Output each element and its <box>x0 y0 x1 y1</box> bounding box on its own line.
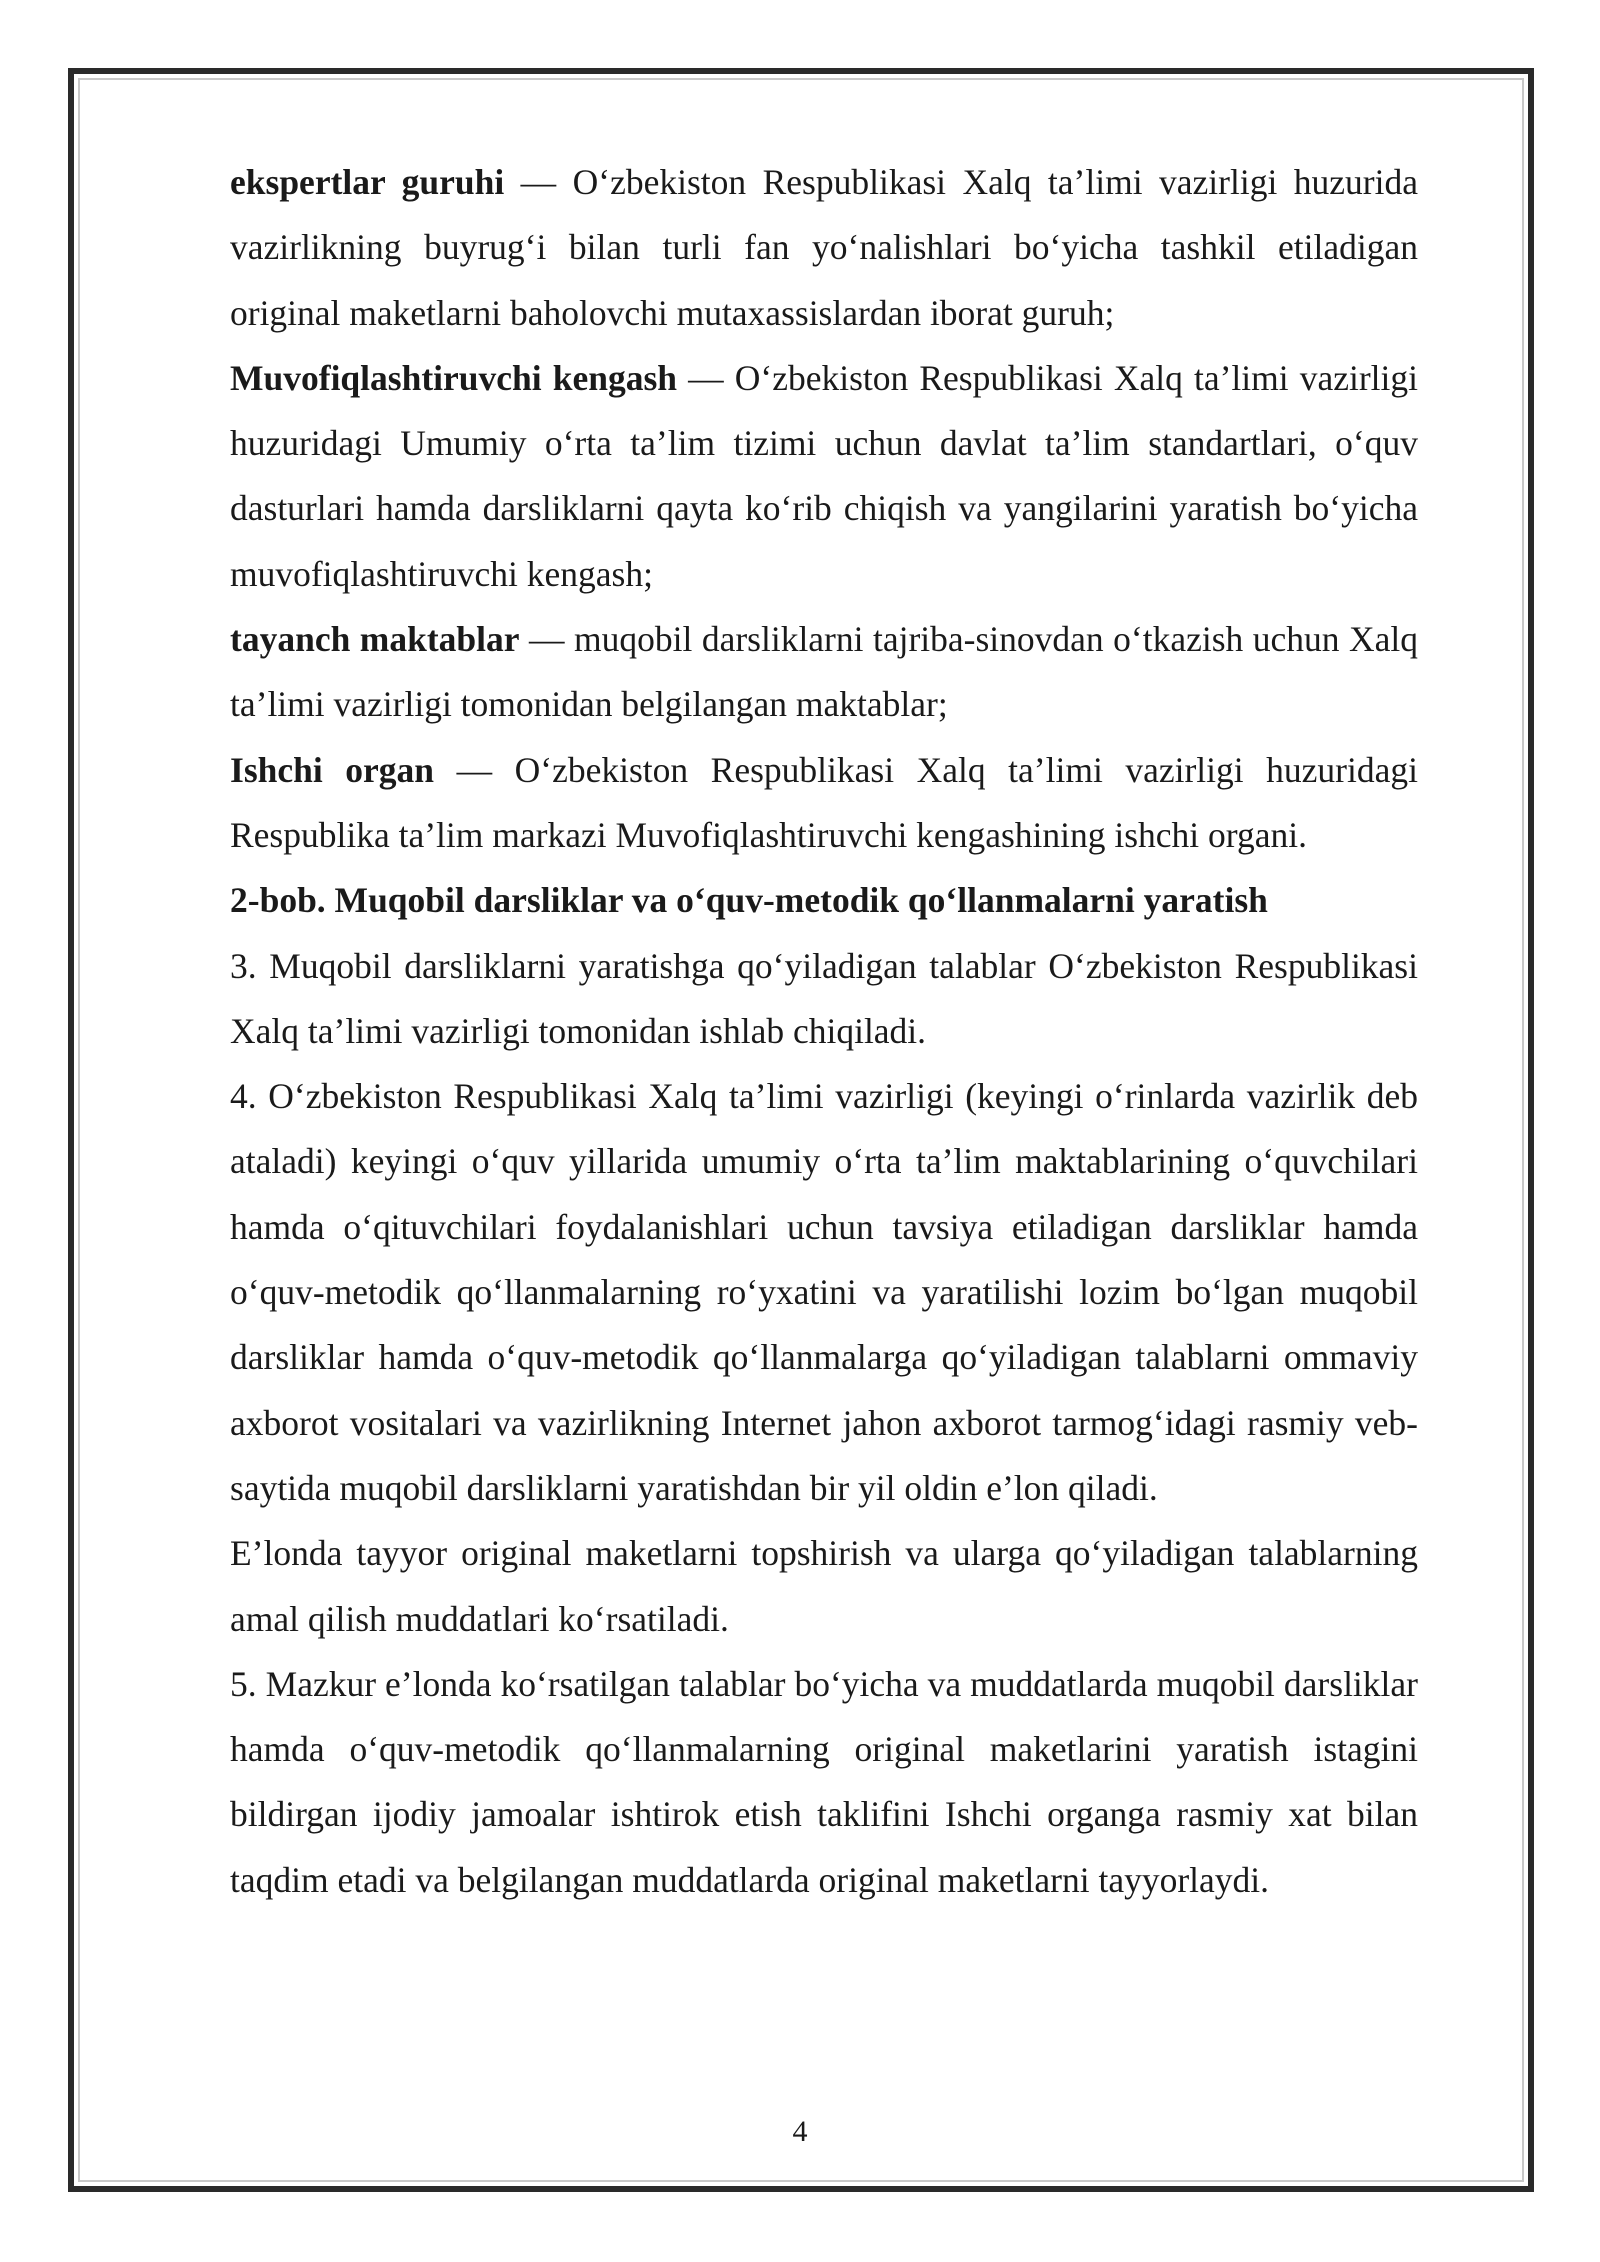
definition-text: — muqobil darsliklarni tajriba-sinovdan o‘tkazish uchun Xalq ta’limi vazirligi tomonidan belgilangan maktablar; <box>230 619 1418 725</box>
definition-term: Muvofiqlashtiruvchi kengash <box>230 357 678 398</box>
page-number: 4 <box>792 2115 808 2148</box>
paragraph-5: 5. Mazkur e’londa ko‘rsatilgan talablar bo‘yicha va muddatlarda muqobil darsliklar hamda o‘quv-metodik qo‘llanmalarning original maketlarini yaratish istagini bildirgan ijodiy jamoalar ishtirok etish taklifini Ishchi organga rasmiy xat bilan taqdim etadi va belgilangan muddatlarda original maketlarni tayyorlaydi. <box>230 1663 1418 1900</box>
chapter-heading: 2-bob. Muqobil darsliklar va o‘quv-metodik qo‘llanmalarni yaratish <box>230 880 1268 921</box>
definition-text: — O‘zbekiston Respublikasi Xalq ta’limi vazirligi huzurida vazirlikning buyrug‘i bilan turli fan yo‘nalishlari bo‘yicha tashkil etiladigan original maketlarni baholovchi mutaxassislardan iborat guruh; <box>230 162 1418 333</box>
paragraph-4-continuation: E’londa tayyor original maketlarni topshirish va ularga qo‘yiladigan talablarning amal qilish muddatlari ko‘rsatiladi. <box>230 1533 1418 1639</box>
definition-ekspertlar-guruhi <box>230 150 1418 346</box>
document-body <box>230 150 1418 1913</box>
definition-text: — O‘zbekiston Respublikasi Xalq ta’limi vazirligi huzuridagi Umumiy o‘rta ta’lim tizimi uchun davlat ta’lim standartlari, o‘quv dasturlari hamda darsliklarni qayta ko‘rib chiqish va yangilarini yaratish bo‘yicha muvofiqlashtiruvchi kengash; <box>230 357 1418 594</box>
definition-tayanch-maktablar <box>230 607 1418 738</box>
definition-ishchi-organ <box>230 738 1418 869</box>
definition-term: ekspertlar guruhi <box>230 162 505 202</box>
definition-muvofiqlashtiruvchi-kengash <box>230 346 1418 607</box>
paragraph-4: 4. O‘zbekiston Respublikasi Xalq ta’limi vazirligi (keyingi o‘rinlarda vazirlik deb ataladi) keyingi o‘quv yillarida umumiy o‘rta ta’lim maktablarining o‘quvchilari hamda o‘qituvchilari foydalanishlari uchun tavsiya etiladigan darsliklar hamda o‘quv-metodik qo‘llanmalarning ro‘yxatini va yaratilishi lozim bo‘lgan muqobil darsliklar hamda o‘quv-metodik qo‘llanmalarga qo‘yiladigan talablarni ommaviy axborot vositalari va vazirlikning Internet jahon axborot tarmog‘idagi rasmiy veb-saytida muqobil darsliklarni yaratishdan bir yil oldin e’lon qiladi. <box>230 1076 1418 1508</box>
definition-term: Ishchi organ <box>230 749 435 790</box>
definition-text: — O‘zbekiston Respublikasi Xalq ta’limi vazirligi huzuridagi Respublika ta’lim markazi Muvofiqlashtiruvchi kengashining ishchi organi. <box>230 749 1418 855</box>
definition-term: tayanch maktablar <box>230 619 520 660</box>
paragraph-3: 3. Muqobil darsliklarni yaratishga qo‘yiladigan talablar O‘zbekiston Respublikasi Xalq ta’limi vazirligi tomonidan ishlab chiqiladi. <box>230 945 1418 1051</box>
